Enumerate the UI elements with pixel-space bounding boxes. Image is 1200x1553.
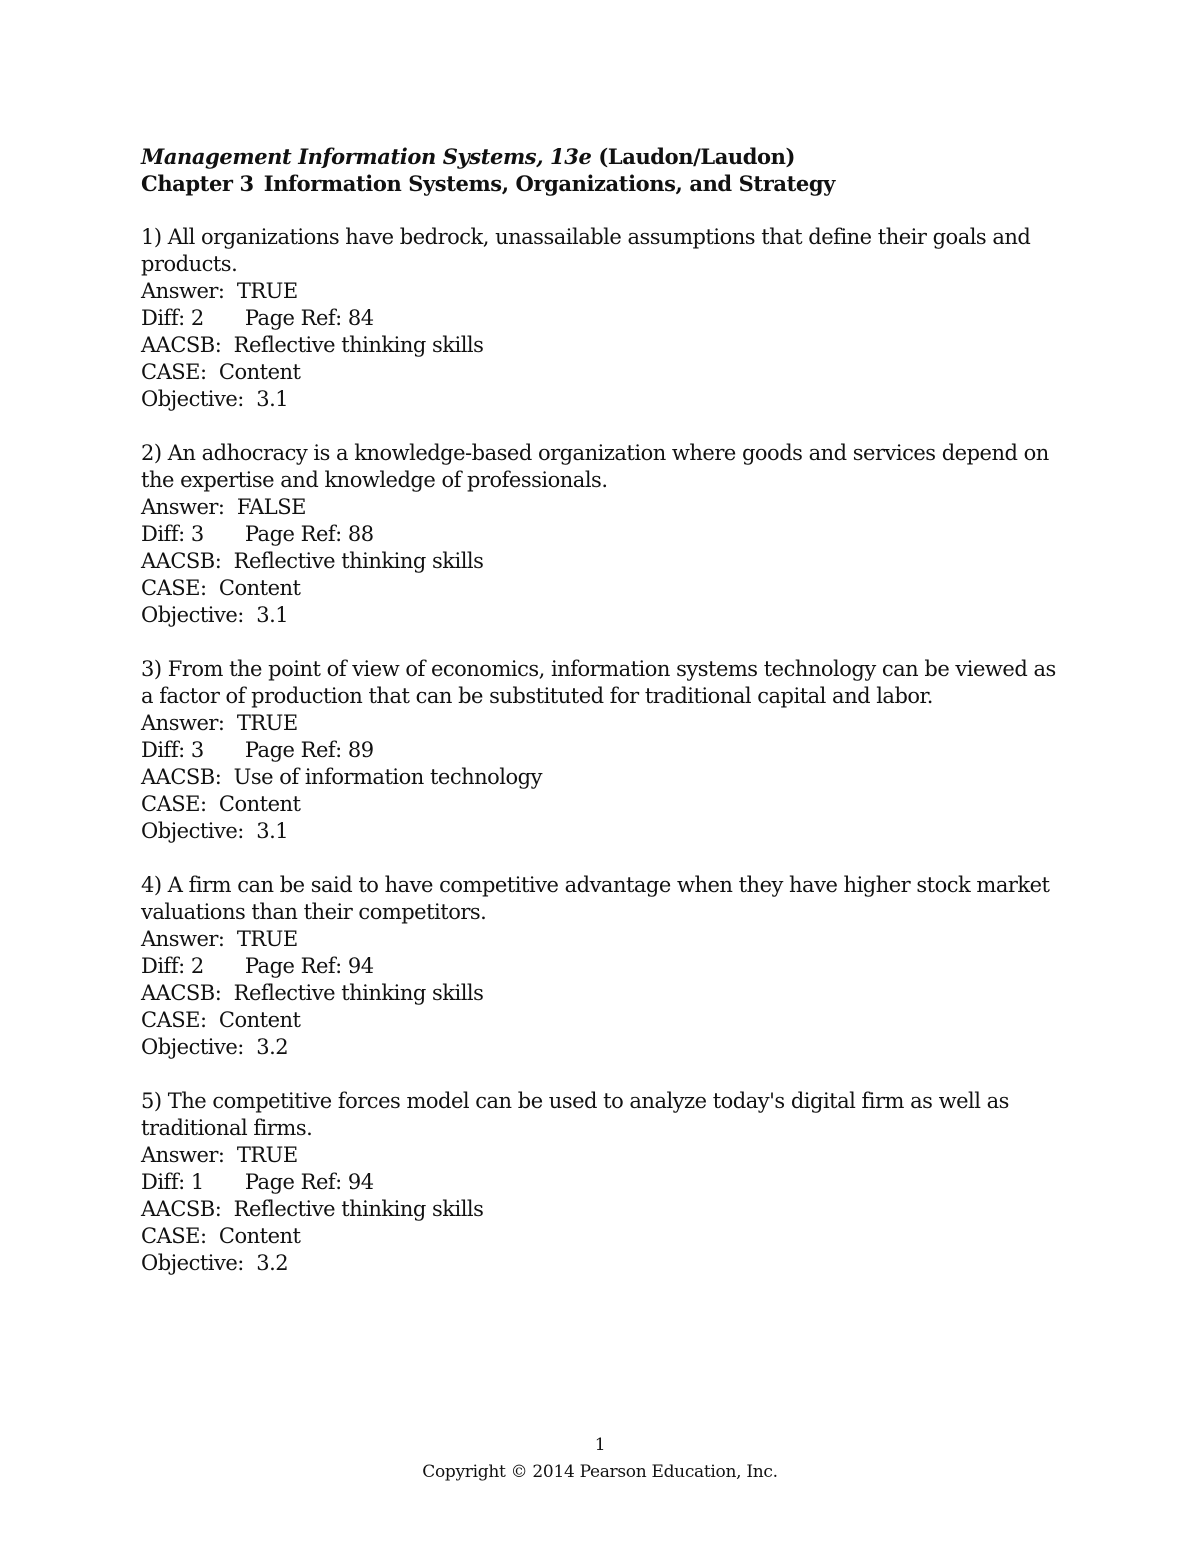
- diff-line: Diff: 1 Page Ref: 94: [141, 1170, 374, 1194]
- page-ref-value: 88: [347, 522, 374, 546]
- diff-line: Diff: 3 Page Ref: 88: [141, 522, 374, 546]
- question-item: [141, 872, 1101, 1061]
- diff-line: Diff: 3 Page Ref: 89: [141, 738, 374, 762]
- page-ref-value: 89: [347, 738, 374, 762]
- chapter-heading: [141, 170, 1101, 197]
- page-number: 1: [594, 1435, 606, 1455]
- question-text: 1) All organizations have bedrock, unassailable assumptions that define their goals and products.: [141, 225, 1031, 276]
- case-line: CASE: Content: [141, 1008, 301, 1032]
- aacsb-value: Reflective thinking skills: [233, 549, 484, 573]
- document-header: [141, 143, 1101, 197]
- chapter-label: Chapter 3: [141, 171, 254, 196]
- objective-line: Objective: 3.2: [141, 1251, 289, 1275]
- objective-line: Objective: 3.1: [141, 819, 289, 843]
- case-value: Content: [218, 1008, 301, 1032]
- objective-line: Objective: 3.2: [141, 1035, 289, 1059]
- case-value: Content: [218, 576, 301, 600]
- diff-value: 3: [190, 522, 204, 546]
- answer-line: Answer: TRUE: [141, 927, 298, 951]
- question-text: 2) An adhocracy is a knowledge-based organization where goods and services depend on the expertise and knowledge of professionals.: [141, 441, 1049, 492]
- question-number: 5): [141, 1089, 162, 1113]
- aacsb-line: AACSB: Reflective thinking skills: [141, 1197, 484, 1221]
- diff-value: 2: [190, 306, 204, 330]
- answer-value: TRUE: [236, 711, 298, 735]
- question-text: 4) A firm can be said to have competitive advantage when they have higher stock market valuations than their competitors.: [141, 873, 1050, 924]
- chapter-title: Information Systems, Organizations, and Strategy: [263, 171, 835, 196]
- question-item: [141, 440, 1101, 629]
- question-number: 4): [141, 873, 162, 897]
- question-item: [141, 656, 1101, 845]
- case-value: Content: [218, 792, 301, 816]
- aacsb-value: Reflective thinking skills: [233, 1197, 484, 1221]
- copyright-notice: Copyright © 2014 Pearson Education, Inc.: [422, 1462, 778, 1482]
- answer-value: TRUE: [236, 927, 298, 951]
- aacsb-line: AACSB: Reflective thinking skills: [141, 981, 484, 1005]
- objective-value: 3.1: [256, 387, 289, 411]
- diff-value: 3: [190, 738, 204, 762]
- question-text: 5) The competitive forces model can be used to analyze today's digital firm as well as traditional firms.: [141, 1089, 1009, 1140]
- objective-line: Objective: 3.1: [141, 387, 289, 411]
- page-ref-value: 84: [347, 306, 374, 330]
- diff-value: 2: [190, 954, 204, 978]
- book-authors: (Laudon/Laudon): [591, 144, 796, 169]
- question-number: 1): [141, 225, 162, 249]
- question-item: [141, 1088, 1101, 1277]
- case-line: CASE: Content: [141, 576, 301, 600]
- objective-value: 3.1: [256, 603, 289, 627]
- aacsb-value: Use of information technology: [233, 765, 542, 789]
- page-ref-value: 94: [347, 1170, 374, 1194]
- book-title: Management Information Systems, 13e: [141, 144, 592, 169]
- case-value: Content: [218, 1224, 301, 1248]
- answer-line: Answer: TRUE: [141, 711, 298, 735]
- case-line: CASE: Content: [141, 1224, 301, 1248]
- aacsb-line: AACSB: Use of information technology: [141, 765, 542, 789]
- answer-line: Answer: FALSE: [141, 495, 306, 519]
- aacsb-line: AACSB: Reflective thinking skills: [141, 333, 484, 357]
- question-text: 3) From the point of view of economics, information systems technology can be viewed as a factor of production that can be substituted for traditional capital and labor.: [141, 657, 1056, 708]
- question-number: 2): [141, 441, 162, 465]
- question-item: [141, 224, 1101, 413]
- page-ref-value: 94: [347, 954, 374, 978]
- answer-value: FALSE: [236, 495, 306, 519]
- question-number: 3): [141, 657, 162, 681]
- objective-value: 3.2: [256, 1035, 289, 1059]
- aacsb-value: Reflective thinking skills: [233, 981, 484, 1005]
- answer-value: TRUE: [236, 279, 298, 303]
- answer-line: Answer: TRUE: [141, 1143, 298, 1167]
- objective-value: 3.2: [256, 1251, 289, 1275]
- case-value: Content: [218, 360, 301, 384]
- case-line: CASE: Content: [141, 792, 301, 816]
- diff-value: 1: [190, 1170, 204, 1194]
- aacsb-value: Reflective thinking skills: [233, 333, 484, 357]
- diff-line: Diff: 2 Page Ref: 94: [141, 954, 374, 978]
- document-page: [141, 143, 1101, 1277]
- answer-line: Answer: TRUE: [141, 279, 298, 303]
- diff-line: Diff: 2 Page Ref: 84: [141, 306, 374, 330]
- answer-value: TRUE: [236, 1143, 298, 1167]
- objective-line: Objective: 3.1: [141, 603, 289, 627]
- aacsb-line: AACSB: Reflective thinking skills: [141, 549, 484, 573]
- case-line: CASE: Content: [141, 360, 301, 384]
- objective-value: 3.1: [256, 819, 289, 843]
